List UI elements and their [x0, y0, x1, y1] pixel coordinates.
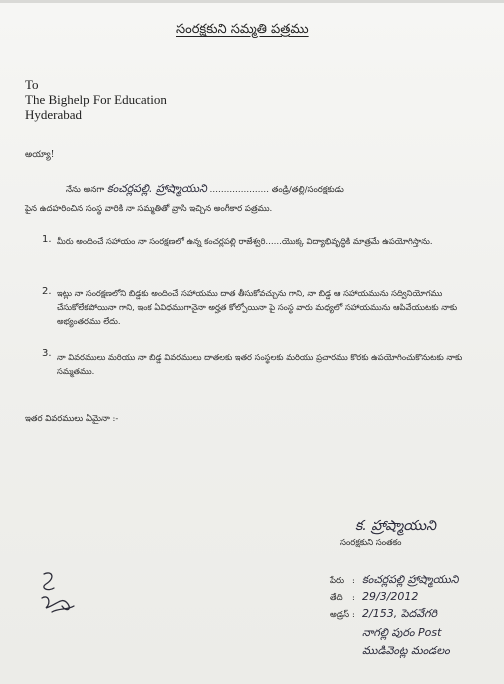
detail-value-date: 29/3/2012 [362, 590, 419, 603]
detail-row-address [330, 607, 458, 624]
other-details-label: ఇతర వివరములు ఏమైనా :- [25, 414, 119, 424]
detail-value-address: 2/153, పెదవేగరి [362, 607, 438, 620]
address-line-3: ముడివెంట్ల మండలం [362, 644, 450, 657]
detail-colon: : [352, 610, 355, 620]
detail-row-date [330, 590, 458, 607]
guardian-signature-label: సంరక్షకుని సంతకం [340, 538, 402, 548]
detail-label-name: పేరు [330, 576, 345, 586]
detail-row-name [330, 573, 458, 590]
detail-colon: : [352, 576, 355, 586]
salutation: అయ్యా! [25, 150, 55, 160]
paragraph-1 [57, 234, 477, 248]
document-title: సంరక్షకుని సమ్మతి పత్రము [176, 22, 309, 37]
declaration-prefix: నేను అనగా [66, 185, 105, 195]
paragraph-3: నా వివరములు మరియు నా బిడ్డ వివరములు దాతలకు ఇతర సంస్థలకు మరియు ప్రచారము కొరకు ఉపయోగించుకొనుటకు నాకు సమ్మతము. [57, 352, 463, 376]
left-signature [38, 568, 78, 620]
guardian-details [330, 573, 458, 660]
addressee-city: Hyderabad [25, 107, 83, 122]
detail-label-address: అడ్రస్ [330, 610, 350, 620]
address-line-2: నాగల్లి పురం Post [362, 626, 442, 639]
guardian-signature-text: క. హ్రాష్మాయుని [355, 518, 436, 534]
detail-colon: : [352, 593, 355, 603]
guardian-name-handwritten: కంచర్లపల్లి. హ్రాష్మాయుని [106, 182, 207, 195]
addressee-to: To [25, 77, 39, 92]
detail-value-name: కంచర్లపల్లి హ్రాష్మాయుని [362, 573, 459, 586]
declaration-line-2-text: పైన ఉదహరించిన సంస్థ వారికి నా సమ్మతితో వ్రాసి ఇచ్చిన అంగీకార పత్రము. [25, 204, 273, 214]
addressee-organization: The Bighelp For Education [25, 92, 167, 107]
paragraph-1-number: 1. [42, 234, 52, 245]
paragraph-2: ఇట్లు నా సంరక్షణలోని బిడ్డకు అందించే సహాయము దాత తీసుకోవచ్చును గాని, నా బిడ్డ ఆ సహాయమును సద్వినియోగము చేసుకోలేకపోయినా గాని, ఇంక ఏవిధముగానైనా అర్హత కోల్పోయినా పై సంస్థ వారు మధ్యలో సహాయమును ఆపివేయుటకు నాకు అభ్యంతరము లేదు. [57, 288, 458, 326]
declaration-dots: ………………… [209, 185, 270, 195]
scan-edge [0, 0, 504, 3]
guardian-signature [355, 515, 436, 537]
declaration-line-1 [66, 182, 344, 198]
addressee-block [25, 77, 167, 122]
paragraph-1-text: మీరు అందించే సహాయం నా సంరక్షణలో ఉన్న కంచర్లపల్లి రాజేశ్వరి……యొక్క విద్యాభివృద్ధికి మాత్రమే ఉపయోగిస్తాను. [57, 236, 433, 246]
detail-label-date: తేది [330, 593, 343, 603]
paragraph-2-number: 2. [42, 286, 52, 297]
declaration-line-2 [25, 204, 272, 216]
guardian-relation: తండ్రి/తల్లి/సంరక్షకుడు [271, 185, 344, 195]
paragraph-3-number: 3. [42, 348, 52, 359]
left-signature-scrawl [38, 568, 78, 616]
